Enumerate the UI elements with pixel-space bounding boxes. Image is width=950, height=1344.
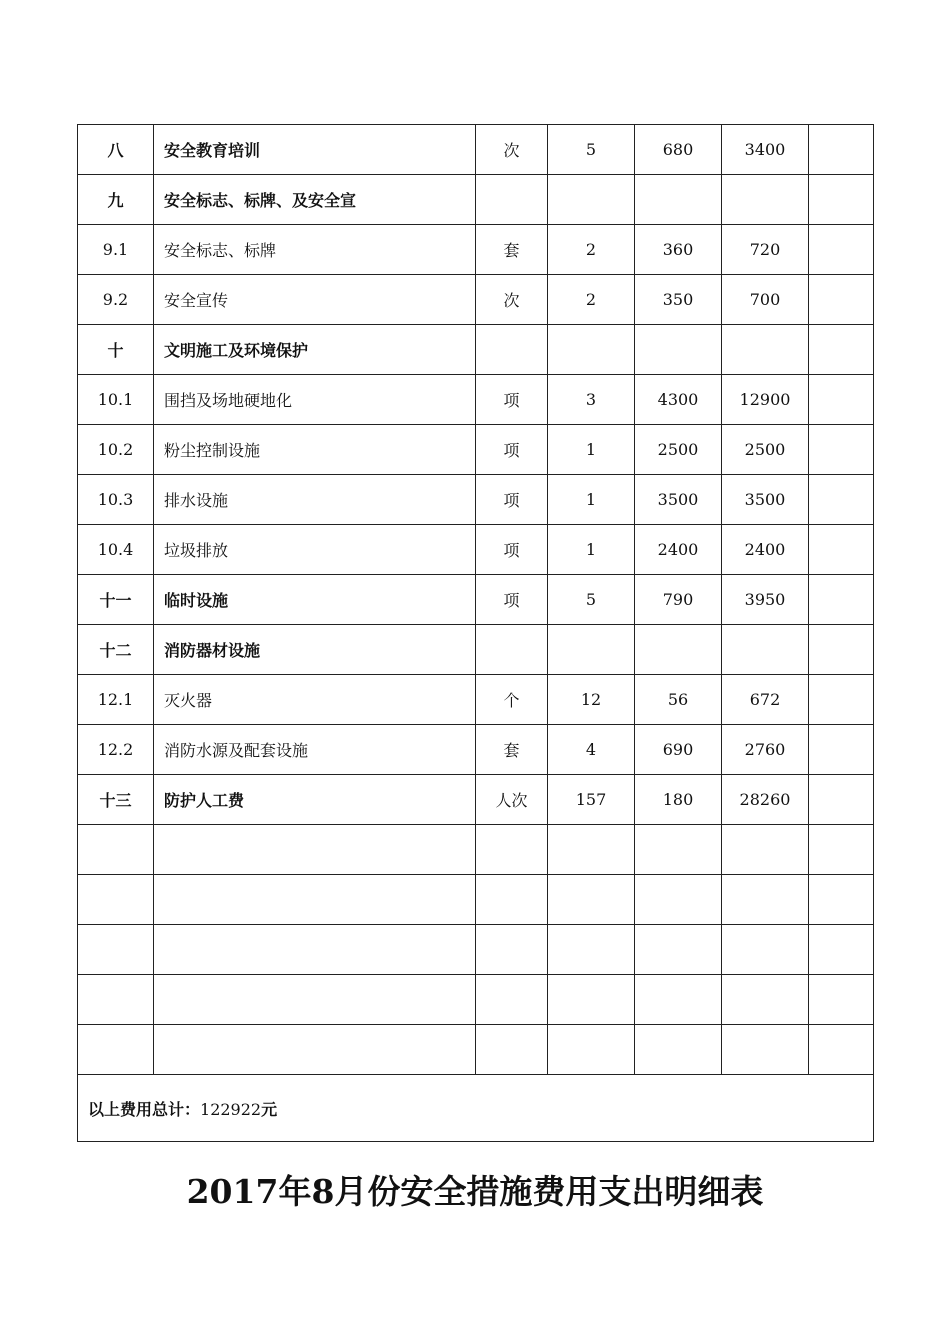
quantity-cell bbox=[548, 975, 635, 1025]
quantity-cell bbox=[548, 325, 635, 375]
table-row bbox=[78, 625, 874, 675]
unit-price-cell: 4300 bbox=[635, 375, 722, 425]
page-title: 2017年8月份安全措施费用支出明细表 bbox=[186, 1172, 764, 1211]
item-number-cell: 12.1 bbox=[78, 675, 154, 725]
unit-cell: 套 bbox=[476, 225, 548, 275]
remark-cell bbox=[809, 225, 874, 275]
amount-cell: 2760 bbox=[722, 725, 809, 775]
amount-cell: 3500 bbox=[722, 475, 809, 525]
item-number-cell: 十一 bbox=[78, 575, 154, 625]
unit-price-cell bbox=[635, 875, 722, 925]
quantity-cell bbox=[548, 175, 635, 225]
total-row bbox=[78, 1075, 874, 1142]
table-row bbox=[78, 825, 874, 875]
item-number-cell bbox=[78, 925, 154, 975]
item-number-cell: 十三 bbox=[78, 775, 154, 825]
amount-cell: 12900 bbox=[722, 375, 809, 425]
table-row bbox=[78, 225, 874, 275]
item-number-cell: 9.2 bbox=[78, 275, 154, 325]
amount-cell: 2500 bbox=[722, 425, 809, 475]
quantity-cell: 1 bbox=[548, 475, 635, 525]
unit-price-cell bbox=[635, 175, 722, 225]
amount-cell: 700 bbox=[722, 275, 809, 325]
item-number-cell: 12.2 bbox=[78, 725, 154, 775]
item-number-cell: 10.3 bbox=[78, 475, 154, 525]
item-name-cell: 安全标志、标牌 bbox=[154, 225, 476, 275]
remark-cell bbox=[809, 975, 874, 1025]
remark-cell bbox=[809, 875, 874, 925]
item-number-cell bbox=[78, 1025, 154, 1075]
item-name-cell: 安全标志、标牌、及安全宣 bbox=[154, 175, 476, 225]
amount-cell bbox=[722, 875, 809, 925]
unit-price-cell: 180 bbox=[635, 775, 722, 825]
unit-cell: 项 bbox=[476, 425, 548, 475]
quantity-cell: 5 bbox=[548, 575, 635, 625]
unit-price-cell: 790 bbox=[635, 575, 722, 625]
quantity-cell: 4 bbox=[548, 725, 635, 775]
unit-cell bbox=[476, 325, 548, 375]
table-row bbox=[78, 125, 874, 175]
remark-cell bbox=[809, 125, 874, 175]
table-row bbox=[78, 525, 874, 575]
quantity-cell: 157 bbox=[548, 775, 635, 825]
quantity-cell: 12 bbox=[548, 675, 635, 725]
item-number-cell: 10.1 bbox=[78, 375, 154, 425]
quantity-cell bbox=[548, 875, 635, 925]
table-row bbox=[78, 925, 874, 975]
amount-cell: 2400 bbox=[722, 525, 809, 575]
item-name-cell: 临时设施 bbox=[154, 575, 476, 625]
unit-price-cell: 690 bbox=[635, 725, 722, 775]
amount-cell bbox=[722, 975, 809, 1025]
table-row bbox=[78, 175, 874, 225]
amount-cell: 672 bbox=[722, 675, 809, 725]
total-amount: 122922 bbox=[200, 1099, 262, 1119]
unit-cell: 项 bbox=[476, 525, 548, 575]
item-name-cell: 安全教育培训 bbox=[154, 125, 476, 175]
amount-cell bbox=[722, 325, 809, 375]
item-name-cell bbox=[154, 1025, 476, 1075]
amount-cell bbox=[722, 825, 809, 875]
item-name-cell bbox=[154, 975, 476, 1025]
unit-cell bbox=[476, 625, 548, 675]
unit-price-cell: 2500 bbox=[635, 425, 722, 475]
table-row bbox=[78, 725, 874, 775]
unit-price-cell bbox=[635, 925, 722, 975]
unit-cell: 项 bbox=[476, 375, 548, 425]
remark-cell bbox=[809, 175, 874, 225]
total-label: 以上费用总计： bbox=[88, 1099, 201, 1119]
table-body bbox=[78, 125, 874, 1075]
unit-price-cell: 350 bbox=[635, 275, 722, 325]
item-number-cell: 10.2 bbox=[78, 425, 154, 475]
item-number-cell bbox=[78, 975, 154, 1025]
remark-cell bbox=[809, 475, 874, 525]
item-number-cell: 九 bbox=[78, 175, 154, 225]
item-name-cell: 文明施工及环境保护 bbox=[154, 325, 476, 375]
unit-cell: 个 bbox=[476, 675, 548, 725]
remark-cell bbox=[809, 925, 874, 975]
unit-cell bbox=[476, 925, 548, 975]
item-name-cell: 垃圾排放 bbox=[154, 525, 476, 575]
table-row bbox=[78, 775, 874, 825]
unit-cell: 项 bbox=[476, 475, 548, 525]
amount-cell: 28260 bbox=[722, 775, 809, 825]
unit-cell bbox=[476, 975, 548, 1025]
remark-cell bbox=[809, 1025, 874, 1075]
amount-cell: 3400 bbox=[722, 125, 809, 175]
unit-price-cell: 680 bbox=[635, 125, 722, 175]
item-number-cell: 9.1 bbox=[78, 225, 154, 275]
unit-price-cell: 3500 bbox=[635, 475, 722, 525]
quantity-cell: 5 bbox=[548, 125, 635, 175]
item-name-cell: 灭火器 bbox=[154, 675, 476, 725]
unit-price-cell bbox=[635, 325, 722, 375]
item-name-cell bbox=[154, 825, 476, 875]
item-name-cell: 防护人工费 bbox=[154, 775, 476, 825]
remark-cell bbox=[809, 725, 874, 775]
item-name-cell: 安全宣传 bbox=[154, 275, 476, 325]
item-name-cell: 消防器材设施 bbox=[154, 625, 476, 675]
item-name-cell: 排水设施 bbox=[154, 475, 476, 525]
table-row bbox=[78, 875, 874, 925]
remark-cell bbox=[809, 625, 874, 675]
unit-price-cell: 360 bbox=[635, 225, 722, 275]
item-number-cell: 10.4 bbox=[78, 525, 154, 575]
unit-price-cell bbox=[635, 975, 722, 1025]
quantity-cell: 2 bbox=[548, 275, 635, 325]
table-row bbox=[78, 975, 874, 1025]
table-row bbox=[78, 325, 874, 375]
remark-cell bbox=[809, 325, 874, 375]
unit-cell: 套 bbox=[476, 725, 548, 775]
item-name-cell: 围挡及场地硬地化 bbox=[154, 375, 476, 425]
quantity-cell: 1 bbox=[548, 425, 635, 475]
quantity-cell: 2 bbox=[548, 225, 635, 275]
unit-price-cell bbox=[635, 1025, 722, 1075]
unit-cell: 人次 bbox=[476, 775, 548, 825]
item-number-cell bbox=[78, 825, 154, 875]
item-name-cell: 消防水源及配套设施 bbox=[154, 725, 476, 775]
quantity-cell bbox=[548, 825, 635, 875]
total-unit: 元 bbox=[261, 1099, 278, 1119]
remark-cell bbox=[809, 375, 874, 425]
item-name-cell bbox=[154, 925, 476, 975]
item-name-cell: 粉尘控制设施 bbox=[154, 425, 476, 475]
table-row bbox=[78, 475, 874, 525]
unit-cell bbox=[476, 175, 548, 225]
amount-cell bbox=[722, 1025, 809, 1075]
table-row bbox=[78, 675, 874, 725]
unit-price-cell: 56 bbox=[635, 675, 722, 725]
quantity-cell bbox=[548, 925, 635, 975]
item-number-cell bbox=[78, 875, 154, 925]
remark-cell bbox=[809, 675, 874, 725]
item-name-cell bbox=[154, 875, 476, 925]
amount-cell bbox=[722, 925, 809, 975]
amount-cell: 3950 bbox=[722, 575, 809, 625]
remark-cell bbox=[809, 425, 874, 475]
quantity-cell: 1 bbox=[548, 525, 635, 575]
unit-price-cell: 2400 bbox=[635, 525, 722, 575]
table-row bbox=[78, 425, 874, 475]
quantity-cell: 3 bbox=[548, 375, 635, 425]
item-number-cell: 十二 bbox=[78, 625, 154, 675]
table-row bbox=[78, 575, 874, 625]
table-row bbox=[78, 375, 874, 425]
unit-cell: 次 bbox=[476, 275, 548, 325]
total-cell bbox=[78, 1075, 874, 1142]
unit-price-cell bbox=[635, 625, 722, 675]
unit-cell bbox=[476, 875, 548, 925]
item-number-cell: 八 bbox=[78, 125, 154, 175]
remark-cell bbox=[809, 825, 874, 875]
amount-cell: 720 bbox=[722, 225, 809, 275]
unit-cell bbox=[476, 825, 548, 875]
table-row bbox=[78, 1025, 874, 1075]
amount-cell bbox=[722, 175, 809, 225]
table-row bbox=[78, 275, 874, 325]
remark-cell bbox=[809, 275, 874, 325]
remark-cell bbox=[809, 525, 874, 575]
quantity-cell bbox=[548, 625, 635, 675]
remark-cell bbox=[809, 575, 874, 625]
remark-cell bbox=[809, 775, 874, 825]
unit-cell: 项 bbox=[476, 575, 548, 625]
unit-price-cell bbox=[635, 825, 722, 875]
item-number-cell: 十 bbox=[78, 325, 154, 375]
quantity-cell bbox=[548, 1025, 635, 1075]
unit-cell bbox=[476, 1025, 548, 1075]
expense-table bbox=[77, 124, 874, 1142]
unit-cell: 次 bbox=[476, 125, 548, 175]
amount-cell bbox=[722, 625, 809, 675]
